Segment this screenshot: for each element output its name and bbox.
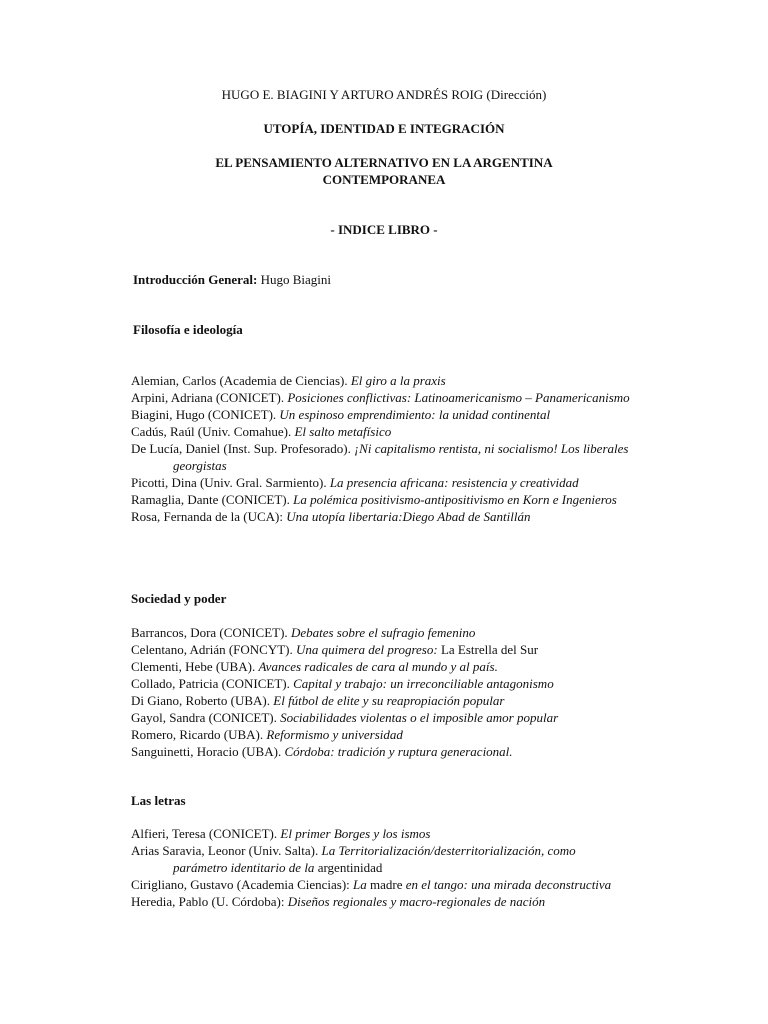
list-item: Cadús, Raúl (Univ. Comahue). El salto metafísico (131, 424, 392, 439)
list-item: Alemian, Carlos (Academia de Ciencias). El giro a la praxis (131, 373, 446, 388)
list-item: De Lucía, Daniel (Inst. Sup. Profesorado). ¡Ni capitalismo rentista, ni socialismo! Los liberales georgistas (131, 441, 629, 473)
section-heading-letras: Las letras (131, 793, 186, 808)
list-item: Rosa, Fernanda de la (UCA): Una utopía libertaria:Diego Abad de Santillán (131, 509, 531, 524)
intro-line (133, 271, 331, 288)
section-list-letras (131, 825, 631, 910)
book-subtitle-line1: EL PENSAMIENTO ALTERNATIVO EN LA ARGENTINA (215, 155, 553, 170)
book-subtitle-line2: CONTEMPORANEA (322, 172, 446, 187)
list-item: Arpini, Adriana (CONICET). Posiciones conflictivas: Latinoamericanismo – Panamericanismo (131, 390, 630, 405)
list-item: Romero, Ricardo (UBA). Reformismo y universidad (131, 727, 403, 742)
section-heading-filosofia: Filosofía e ideología (133, 322, 243, 337)
list-item: Sanguinetti, Horacio (UBA). Córdoba: tradición y ruptura generacional. (131, 744, 513, 759)
list-item: Alfieri, Teresa (CONICET). El primer Borges y los ismos (131, 826, 431, 841)
list-item: Collado, Patricia (CONICET). Capital y trabajo: un irreconciliable antagonismo (131, 676, 554, 691)
list-item: Celentano, Adrián (FONCYT). Una quimera del progreso: La Estrella del Sur (131, 642, 539, 657)
intro-author: Hugo Biagini (257, 272, 332, 287)
list-item: Gayol, Sandra (CONICET). Sociabilidades violentas o el imposible amor popular (131, 710, 559, 725)
section-list-filosofia (131, 372, 631, 525)
book-title: UTOPÍA, IDENTIDAD E INTEGRACIÓN (263, 121, 505, 136)
section-list-sociedad (131, 624, 631, 760)
list-item: Arias Saravia, Leonor (Univ. Salta). La Territorialización/desterritorialización, como parámetro identitario de la argentinidad (131, 843, 576, 875)
intro-label: Introducción General: (133, 272, 258, 287)
list-item: Heredia, Pablo (U. Córdoba): Diseños regionales y macro-regionales de nación (131, 894, 546, 909)
authors-line: HUGO E. BIAGINI Y ARTURO ANDRÉS ROIG (Dirección) (221, 87, 547, 102)
list-item: Biagini, Hugo (CONICET). Un espinoso emprendimiento: la unidad continental (131, 407, 551, 422)
list-item: Di Giano, Roberto (UBA). El fútbol de elite y su reapropiación popular (131, 693, 505, 708)
list-item: Ramaglia, Dante (CONICET). La polémica positivismo-antipositivismo en Korn e Ingenieros (131, 492, 617, 507)
list-item: Picotti, Dina (Univ. Gral. Sarmiento). La presencia africana: resistencia y creatividad (131, 475, 579, 490)
index-label: - INDICE LIBRO - (330, 222, 438, 237)
list-item: Clementi, Hebe (UBA). Avances radicales de cara al mundo y al país. (131, 659, 498, 674)
section-heading-sociedad: Sociedad y poder (131, 591, 227, 606)
list-item: Barrancos, Dora (CONICET). Debates sobre el sufragio femenino (131, 625, 476, 640)
list-item: Cirigliano, Gustavo (Academia Ciencias): La madre en el tango: una mirada deconstructiva (131, 877, 612, 892)
